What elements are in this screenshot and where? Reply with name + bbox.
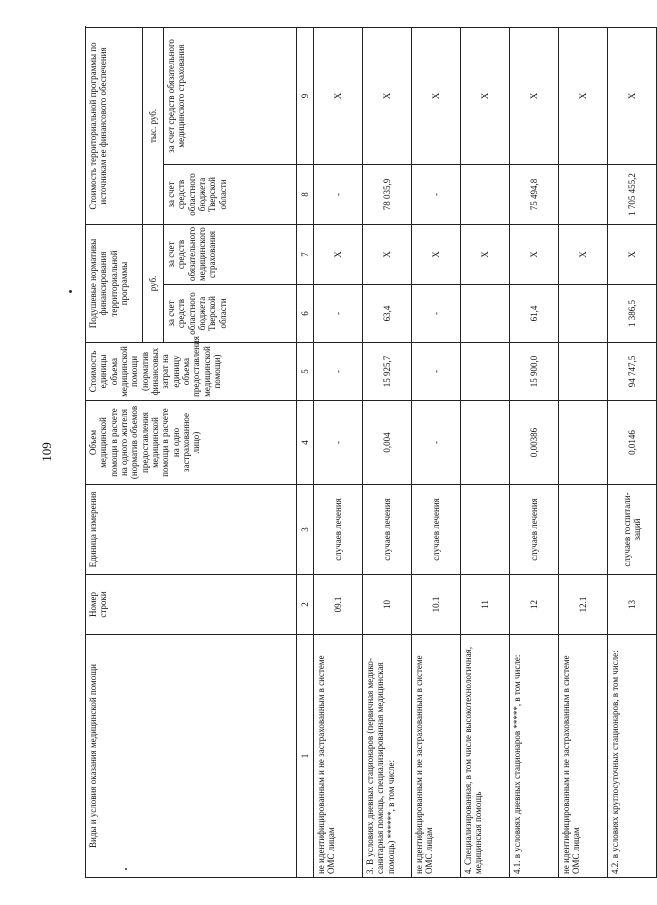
row-cost-cell: -: [412, 343, 461, 401]
header-program-cost: Стоимость территориальной программы по источникам ее финансового обеспечения: [86, 27, 143, 224]
row-norm-oms-cell: Х: [510, 224, 559, 284]
header-volume: Объем медицинской помощи в расчете на одного жителя (норматив объемов предоставления медицинской помощи в расчете на одно застрахованное лицо): [86, 401, 297, 485]
row-kind-cell: не идентифицированным и не застрахованным в системе ОМС лицам: [314, 635, 363, 878]
row-volume-cell: -: [314, 401, 363, 485]
row-norm-regional-cell: 1 386,5: [608, 285, 657, 343]
row-unit-cell: случаев лечения: [363, 485, 412, 575]
row-norm-oms-cell: Х: [363, 224, 412, 284]
row-number-cell: 10: [363, 575, 412, 635]
row-volume-cell: [559, 401, 608, 485]
row-total-oms-cell: Х: [314, 27, 363, 164]
row-total-oms-cell: Х: [608, 27, 657, 164]
row-unit-cell: случаев лечения: [412, 485, 461, 575]
row-kind-cell: 3. В условиях дневных стационаров (первичная медико-санитарная помощь, специализированная медицинская помощь) ******, в том числе:: [363, 635, 412, 878]
column-number: 5: [297, 343, 314, 401]
program-cost-table: [85, 27, 657, 878]
row-norm-oms-cell: Х: [559, 224, 608, 284]
row-total-oms-cell: Х: [363, 27, 412, 164]
row-unit-cell: [559, 485, 608, 575]
row-kind-cell: не идентифицированным и не застрахованным в системе ОМС лицам: [412, 635, 461, 878]
column-number: 6: [297, 285, 314, 343]
row-cost-cell: 94 747,5: [608, 343, 657, 401]
row-norm-regional-cell: [461, 285, 510, 343]
row-total-oms-cell: Х: [461, 27, 510, 164]
column-number: 7: [297, 224, 314, 284]
column-number: 4: [297, 401, 314, 485]
column-number: 9: [297, 27, 314, 164]
row-unit-cell: [461, 485, 510, 575]
row-norm-oms-cell: Х: [412, 224, 461, 284]
table-row: [510, 27, 559, 877]
header-row-number: Номер строки: [86, 575, 297, 635]
row-unit-cell: случаев лечения: [314, 485, 363, 575]
row-total-regional-cell: [559, 164, 608, 224]
row-number-cell: 12.1: [559, 575, 608, 635]
row-total-regional-cell: -: [314, 164, 363, 224]
table-row: [314, 27, 363, 877]
header-norms-unit: руб.: [143, 224, 164, 342]
row-number-cell: 10.1: [412, 575, 461, 635]
header-norm-oms: за счет средств обязательного медицинского страхования: [164, 224, 297, 284]
header-total-regional: за счет средств областного бюджета Тверской области: [164, 164, 297, 224]
row-total-regional-cell: [461, 164, 510, 224]
row-unit-cell: случаев госпитали-заций: [608, 485, 657, 575]
table-row: [461, 27, 510, 877]
table-row: [559, 27, 608, 877]
row-cost-cell: 15 925,7: [363, 343, 412, 401]
column-number: 3: [297, 485, 314, 575]
row-kind-cell: 4. Специализированная, в том числе высокотехнологичная, медицинская помощь: [461, 635, 510, 878]
table-row: [363, 27, 412, 877]
column-number: 2: [297, 575, 314, 635]
row-norm-regional-cell: [559, 285, 608, 343]
row-volume-cell: [461, 401, 510, 485]
page-number: 109: [39, 442, 54, 462]
row-norm-regional-cell: 61,4: [510, 285, 559, 343]
row-norm-oms-cell: Х: [314, 224, 363, 284]
row-volume-cell: 0,004: [363, 401, 412, 485]
row-volume-cell: -: [412, 401, 461, 485]
row-norm-regional-cell: 63,4: [363, 285, 412, 343]
row-kind-cell: 4.1. в условиях дневных стационаров *****, в том числе:: [510, 635, 559, 878]
row-cost-cell: [461, 343, 510, 401]
row-number-cell: 13: [608, 575, 657, 635]
row-cost-cell: 15 900,0: [510, 343, 559, 401]
column-number: 1: [297, 635, 314, 878]
row-volume-cell: 0,0146: [608, 401, 657, 485]
column-number: 8: [297, 164, 314, 224]
row-total-regional-cell: -: [412, 164, 461, 224]
row-total-oms-cell: Х: [559, 27, 608, 164]
header-total-unit: тыс. руб.: [143, 27, 164, 224]
row-total-regional-cell: 75 494,8: [510, 164, 559, 224]
row-total-regional-cell: 1 705 455,2: [608, 164, 657, 224]
row-cost-cell: -: [314, 343, 363, 401]
row-kind-cell: не идентифицированным и не застрахованным в системе ОМС лицам: [559, 635, 608, 878]
header-total-oms: за счет средств обязательного медицинского страхования: [164, 27, 297, 164]
row-total-oms-cell: Х: [412, 27, 461, 164]
header-per-capita-norms: Подушевые нормативы финансирования территориальной программы: [86, 224, 143, 342]
row-number-cell: 12: [510, 575, 559, 635]
row-norm-oms-cell: Х: [608, 224, 657, 284]
row-volume-cell: 0,00386: [510, 401, 559, 485]
header-unit: Единица измерения: [86, 485, 297, 575]
row-norm-regional-cell: -: [314, 285, 363, 343]
row-total-regional-cell: 78 035,9: [363, 164, 412, 224]
row-number-cell: 09.1: [314, 575, 363, 635]
column-number-row: [297, 27, 314, 877]
row-unit-cell: случаев лечения: [510, 485, 559, 575]
row-number-cell: 11: [461, 575, 510, 635]
header-unit-cost: Стоимость единицы объема медицинской помощи (норматив финансовых затрат на единицу объема предоставления медицинской помощи): [86, 343, 297, 401]
row-norm-oms-cell: Х: [461, 224, 510, 284]
rotated-page: [85, 18, 642, 878]
row-kind-cell: 4.2. в условиях круглосуточных стационаров, в том числе:: [608, 635, 657, 878]
row-cost-cell: [559, 343, 608, 401]
table-row: [608, 27, 657, 877]
header-norm-regional: за счет средств областного бюджета Тверской области: [164, 285, 297, 343]
header-kinds: Виды и условия оказания медицинской помощи: [86, 635, 297, 878]
scan-speck: [69, 290, 72, 293]
table-row: [412, 27, 461, 877]
row-total-oms-cell: Х: [510, 27, 559, 164]
row-norm-regional-cell: -: [412, 285, 461, 343]
table-body: [314, 27, 657, 877]
